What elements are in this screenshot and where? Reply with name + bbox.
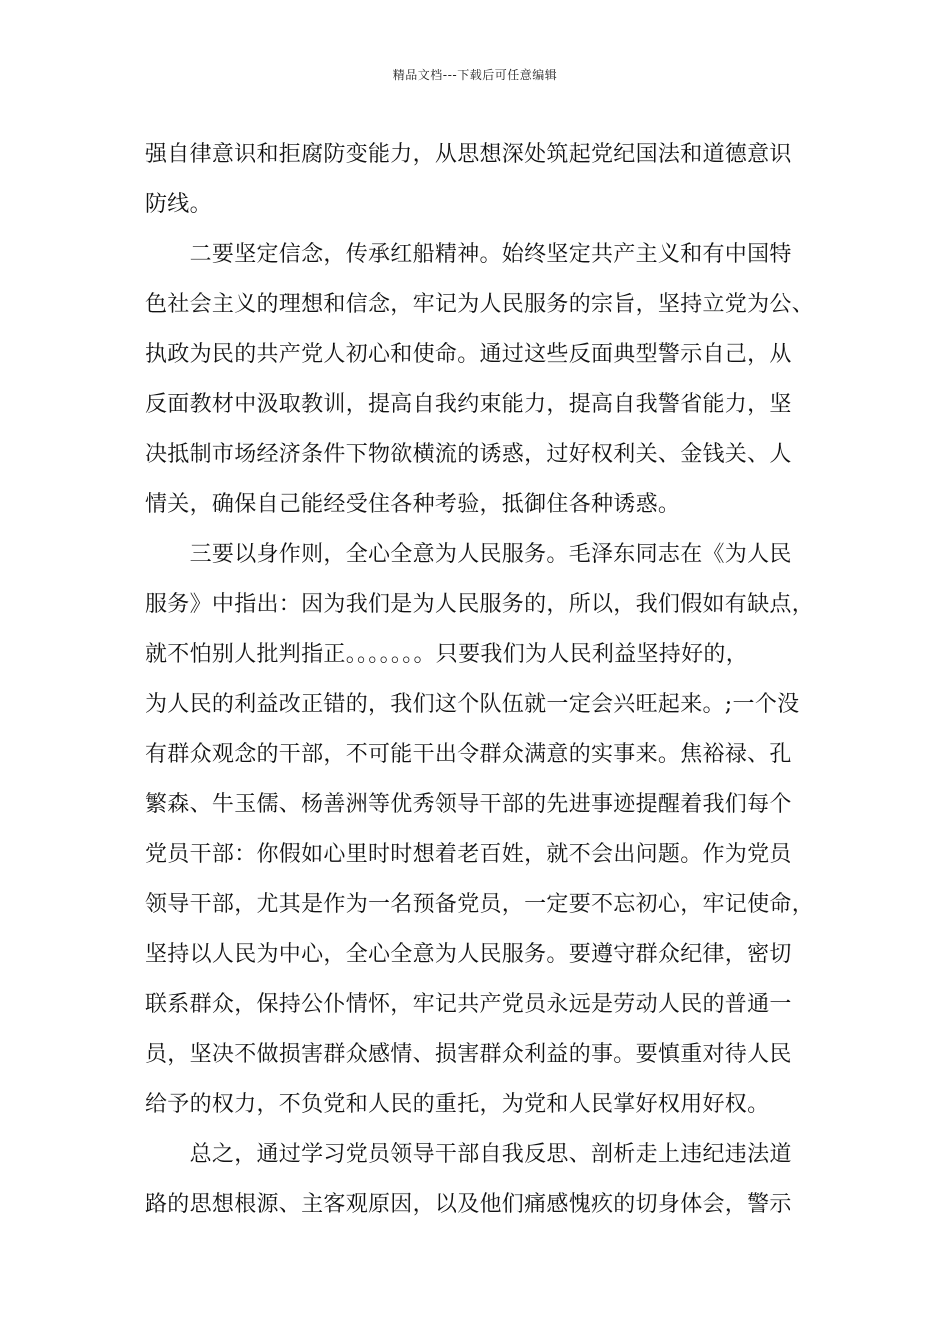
text-line: 党员干部：你假如心里时时想着老百姓，就不会出问题。作为党员 [145,842,792,867]
text-line: 路的思想根源、主客观原因，以及他们痛感愧疚的切身体会，警示 [145,1192,792,1217]
text-line: 决抵制市场经济条件下物欲横流的诱惑，过好权利关、金钱关、人 [145,442,792,467]
text-line: 给予的权力，不负党和人民的重托，为党和人民掌好权用好权。 [145,1092,770,1117]
text-line: 三要以身作则，全心全意为人民服务。毛泽东同志在《为人民 [145,542,792,567]
text-line: 情关，确保自己能经受住各种考验，抵御住各种诱惑。 [145,492,681,517]
text-line: 二要坚定信念，传承红船精神。始终坚定共产主义和有中国特 [145,242,792,267]
text-line: 色社会主义的理想和信念，牢记为人民服务的宗旨，坚持立党为公、 [145,292,815,317]
text-line: 就不怕别人批判指正。。。。。。。只要我们为人民利益坚持好的， [145,642,749,667]
text-line: 有群众观念的干部，不可能干出令群众满意的实事来。焦裕禄、孔 [145,742,792,767]
text-line: 反面教材中汲取教训，提高自我约束能力，提高自我警省能力，坚 [145,392,792,417]
text-line: 繁森、牛玉儒、杨善洲等优秀领导干部的先进事迹提醒着我们每个 [145,792,792,817]
page-header: 精品文档---下载后可任意编辑 [392,68,558,82]
text-line: 服务》中指出：因为我们是为人民服务的，所以，我们假如有缺点， [145,592,815,617]
text-line: 防线。 [145,192,212,217]
text-line: 员，坚决不做损害群众感情、损害群众利益的事。要慎重对待人民 [145,1042,792,1067]
text-line: 为人民的利益改正错的，我们这个队伍就一定会兴旺起来。;一个没 [145,692,800,717]
text-line: 强自律意识和拒腐防变能力，从思想深处筑起党纪国法和道德意识 [145,142,792,167]
body-text [145,130,825,1230]
text-line: 联系群众，保持公仆情怀，牢记共产党员永远是劳动人民的普通一 [145,992,792,1017]
text-line: 领导干部，尤其是作为一名预备党员，一定要不忘初心，牢记使命， [145,892,815,917]
text-line: 执政为民的共产党人初心和使命。通过这些反面典型警示自己，从 [145,342,792,367]
text-line: 总之，通过学习党员领导干部自我反思、剖析走上违纪违法道 [145,1142,792,1167]
text-line: 坚持以人民为中心，全心全意为人民服务。要遵守群众纪律，密切 [145,942,792,967]
